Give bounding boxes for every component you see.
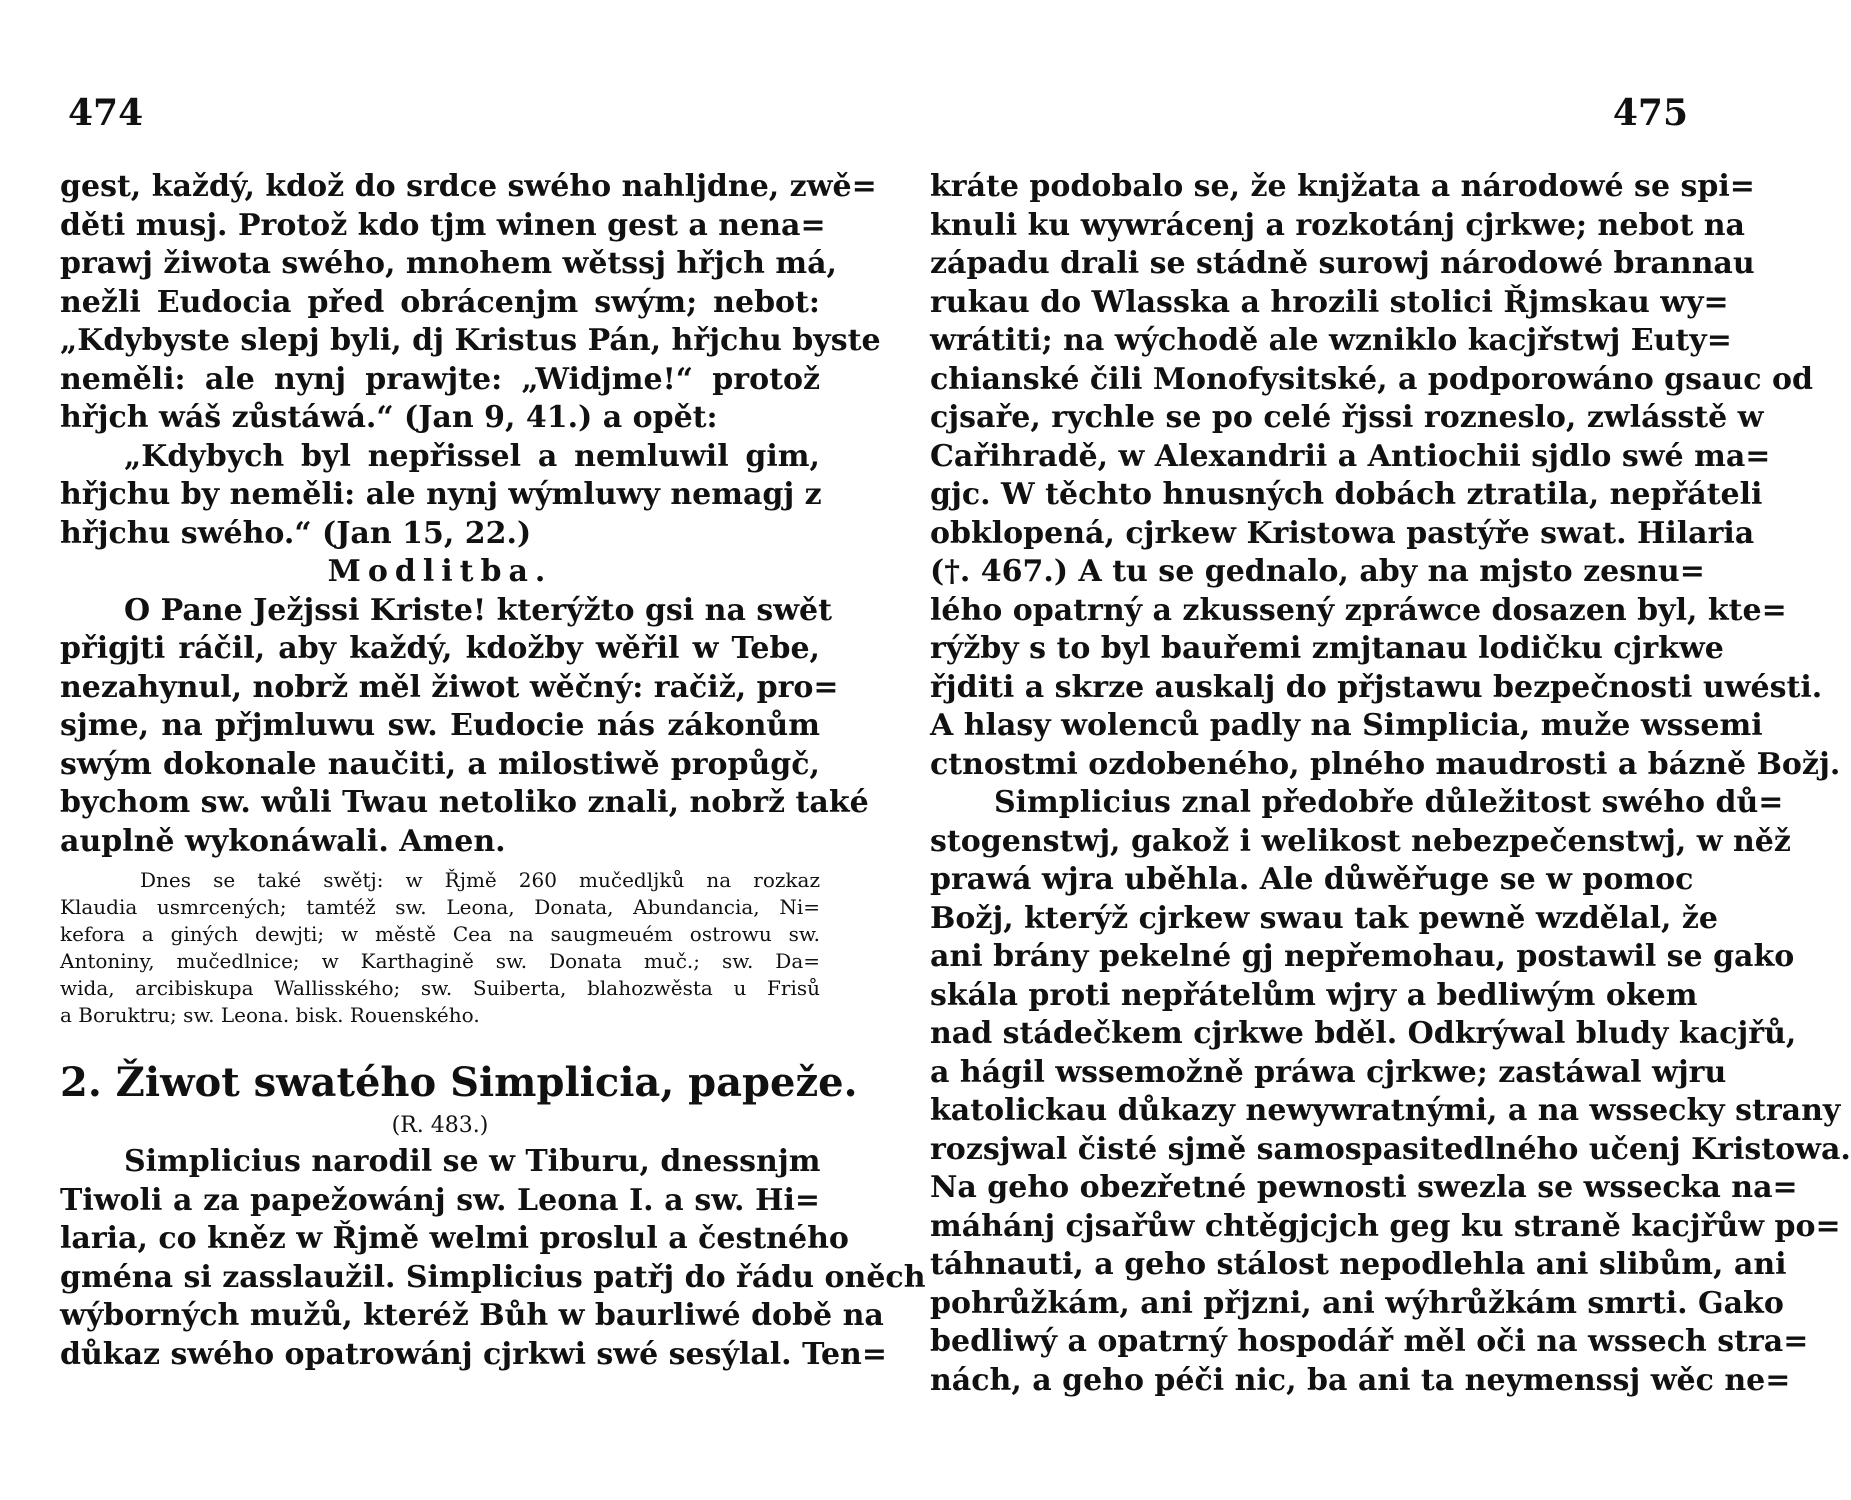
text-line: máhánj cjsařůw chtěgjcjch geg ku straně kacjřůw po=: [930, 1208, 1841, 1244]
note-line: Dnes se také swětj: w Řjmě 260 mučedljků na rozkaz: [140, 868, 820, 892]
text-line: nad stádečkem cjrkwe bděl. Odkrýwal bludy kacjřů,: [930, 1016, 1797, 1051]
text-line: důkaz swého opatrowánj cjrkwi swé sesýlal. Ten=: [60, 1336, 887, 1372]
text-line: gest, každý, kdož do srdce swého nahljdne, zwě=: [60, 169, 877, 204]
text-line: řjditi a skrze auskalj do přjstawu bezpečnosti uwésti.: [930, 669, 1823, 705]
section-title: 2. Žiwot swatého Simplicia, papeže.: [60, 1059, 858, 1106]
text-line: hřjch wáš zůstáwá.“ (Jan 9, 41.) a opět:: [60, 400, 718, 435]
text-line: Tiwoli a za papežowánj sw. Leona I. a sw. Hi=: [60, 1182, 820, 1218]
text-line: sjme, na přjmluwu sw. Eudocie nás zákonům: [60, 708, 820, 743]
text-column: [930, 168, 1851, 1400]
text-line: kráte podobalo se, že knjžata a národowé se spi=: [930, 169, 1755, 204]
text-line: prawá wjra uběhla. Ale důwěřuge se w pomoc: [930, 862, 1694, 897]
text-line: stogenstwj, gakož i welikost nebezpečenstwj, w něž: [930, 823, 1791, 859]
text-line: laria, co kněz w Řjmě welmi proslul a čestného: [60, 1221, 849, 1256]
note-line: a Boruktru; sw. Leona. bisk. Rouenského.: [60, 1003, 480, 1027]
text-line: nezahynul, nobrž měl žiwot wěčný: račiž, pro=: [60, 669, 839, 705]
text-line: západu drali se stádně surowj národowé brannau: [930, 246, 1755, 281]
text-line: skála proti nepřátelům wjry a bedliwým okem: [930, 977, 1698, 1013]
text-line: wýborných mužů, kteréž Bůh w baurliwé době na: [60, 1298, 884, 1333]
text-line: wrátiti; na wýchodě ale wzniklo kacjřstwj Euty=: [930, 323, 1732, 358]
text-line: katolickau důkazy newywratnými, a na wssecky strany: [930, 1093, 1841, 1128]
text-line: nežli Eudocia před obrácenjm swým; nebot:: [60, 284, 820, 320]
text-line: (†. 467.) A tu se gednalo, aby na mjsto zesnu=: [930, 554, 1705, 589]
prayer-heading: Modlitba.: [327, 554, 553, 589]
text-line: ctnostmi ozdobeného, plného maudrosti a bázně Božj.: [930, 746, 1841, 782]
text-line: chianské čili Monofysitské, a podporowáno gsauc od: [930, 361, 1813, 397]
text-line: rozsjwal čisté sjmě samospasitedlného učenj Kristowa.: [930, 1131, 1851, 1167]
text-line: „Kdybych byl nepřissel a nemluwil gim,: [124, 438, 820, 474]
text-line: auplně wykonáwali. Amen.: [60, 823, 506, 859]
text-line: a hágil wssemožně práwa cjrkwe; zastáwal wjru: [930, 1054, 1727, 1090]
page-number: 474: [68, 92, 144, 134]
text-line: Simplicius znal předobře důležitost swého dů=: [994, 785, 1784, 820]
note-line: Antoniny, mučedlnice; w Karthagině sw. Donata muč.; sw. Da=: [60, 949, 820, 973]
text-line: hřjchu by neměli: ale nynj wýmluwy nemagj z: [60, 477, 822, 512]
text-line: Simplicius narodil se w Tiburu, dnessnjm: [124, 1144, 821, 1179]
text-line: Božj, kterýž cjrkew swau tak pewně wzdělal, že: [930, 900, 1718, 936]
text-line: gména si zasslaužil. Simplicius patřj do řádu oněch: [60, 1259, 926, 1295]
text-line: Cařihradě, w Alexandrii a Antiochii sjdlo swé ma=: [930, 438, 1771, 474]
text-line: pohrůžkám, ani přjzni, ani wýhrůžkám smrti. Gako: [930, 1285, 1784, 1321]
text-line: táhnauti, a geho stálost nepodlehla ani slibům, ani: [930, 1247, 1787, 1282]
text-line: O Pane Ježjssi Kriste! kterýžto gsi na swět: [124, 592, 833, 628]
text-line: A hlasy wolenců padly na Simplicia, muže wssemi: [930, 708, 1763, 743]
text-line: děti musj. Protož kdo tjm winen gest a nena=: [60, 207, 826, 243]
text-line: gjc. W těchto hnusných dobách ztratila, nepřáteli: [930, 477, 1763, 512]
text-line: Na geho obezřetné pewnosti swezla se wssecka na=: [930, 1170, 1798, 1205]
text-line: neměli: ale nynj prawjte: „Widjme!“ protož: [60, 361, 820, 397]
text-column: [60, 168, 926, 1374]
text-line: přigjti ráčil, aby každý, kdožby wěřil w Tebe,: [60, 631, 820, 666]
text-line: lého opatrný a zkussený zpráwce dosazen byl, kte=: [930, 592, 1787, 628]
text-line: rukau do Wlasska a hrozili stolici Řjmskau wy=: [930, 284, 1729, 320]
text-line: bychom sw. wůli Twau netoliko znali, nobrž také: [60, 785, 869, 820]
note-line: kefora a giných dewjti; w městě Cea na saugmeuém ostrowu sw.: [60, 922, 820, 946]
text-line: ani brány pekelné gj nepřemohau, postawil se gako: [930, 939, 1795, 974]
text-line: prawj žiwota swého, mnohem wětssj hřjch má,: [60, 246, 837, 281]
text-line: obklopená, cjrkew Kristowa pastýře swat. Hilaria: [930, 515, 1755, 551]
text-line: cjsaře, rychle se po celé řjssi rozneslo, zwlásstě w: [930, 400, 1764, 435]
note-line: Klaudia usmrcených; tamtéž sw. Leona, Donata, Abundancia, Ni=: [60, 895, 820, 919]
text-line: nách, a geho péči nic, ba ani ta neymenssj wěc ne=: [930, 1362, 1791, 1398]
text-line: bedliwý a opatrný hospodář měl oči na wssech stra=: [930, 1324, 1809, 1359]
text-line: rýžby s to byl bauřemi zmjtanau lodičku cjrkwe: [930, 631, 1724, 666]
text-line: knuli ku wywrácenj a rozkotánj cjrkwe; nebot na: [930, 207, 1745, 243]
text-line: „Kdybyste slepj byli, dj Kristus Pán, hřjchu byste: [60, 323, 881, 358]
page-number: 475: [1612, 92, 1688, 134]
text-line: hřjchu swého.“ (Jan 15, 22.): [60, 515, 532, 551]
note-line: wida, arcibiskupa Wallisského; sw. Suiberta, blahozwěsta u Frisů: [60, 976, 820, 1000]
text-line: swým dokonale naučiti, a milostiwě propůgč,: [60, 746, 820, 782]
section-ref: (R. 483.): [391, 1113, 489, 1138]
